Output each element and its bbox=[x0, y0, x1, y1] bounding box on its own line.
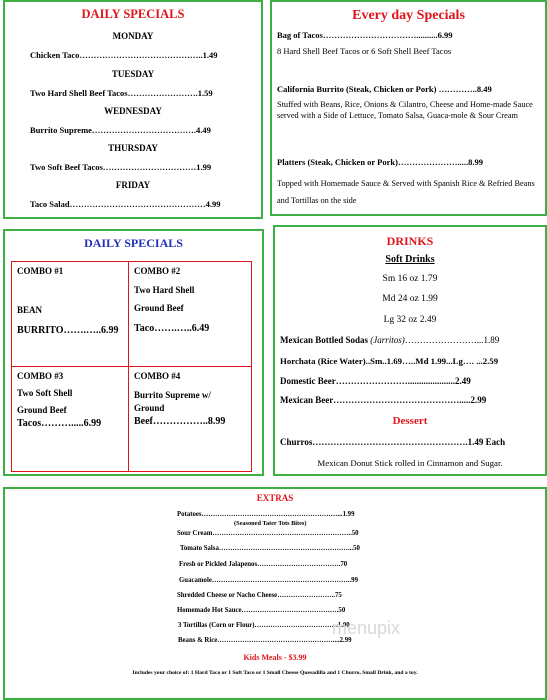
extra-item: Fresh or Pickled Jalapenos……………………………….70 bbox=[179, 561, 348, 568]
mexican-beer-row: Mexican Beer…………………………………….....2.99 bbox=[280, 395, 487, 405]
combo-line: Burrito Supreme w/ bbox=[134, 390, 211, 401]
combo-line: Ground Beef bbox=[17, 405, 67, 416]
drink-size: Lg 32 oz 2.49 bbox=[383, 315, 437, 325]
extras-title: EXTRAS bbox=[256, 493, 294, 503]
extra-item: Potatoes……………………………………………………...1.99 bbox=[177, 511, 355, 518]
combo-label: COMBO #4 bbox=[134, 371, 181, 381]
combo-3 bbox=[11, 366, 129, 472]
extra-item-note: (Seasoned Tater Tots Bites) bbox=[234, 520, 307, 527]
extra-item: Guacamole……………………………………………………..99 bbox=[179, 577, 358, 584]
extra-item: Shredded Cheese or Nacho Cheese……………………..75 bbox=[177, 592, 342, 599]
kids-meal-title: Kids Meals - $3.99 bbox=[243, 653, 307, 662]
combo-price-line: BURRITO…….…..6.99 bbox=[17, 325, 119, 337]
extra-item: 3 Tortillas (Corn or Flour)……………………………….1.00 bbox=[178, 622, 350, 629]
extra-item: Homemade Hot Sauce…………………………………….50 bbox=[177, 607, 346, 614]
combo-line: BEAN bbox=[17, 305, 43, 316]
special-name: Bag of Tacos……………………………..........6.99 bbox=[277, 30, 453, 40]
churros-desc: Mexican Donut Stick rolled in Cinnamon and Sugar. bbox=[317, 458, 503, 468]
daily-item: Two Hard Shell Beef Tacos…………………….1.59 bbox=[30, 88, 213, 98]
special-name: Platters (Steak, Chicken or Pork)………………….....8.99 bbox=[277, 157, 483, 167]
combo-2 bbox=[128, 261, 252, 367]
mexican-sodas-row: Mexican Bottled Sodas (Jarritos)……………………...1.89 bbox=[280, 335, 500, 345]
combo-1 bbox=[11, 261, 129, 367]
drink-size: Sm 16 oz 1.79 bbox=[382, 274, 438, 284]
combo-line: Ground Beef bbox=[134, 303, 184, 314]
combo-label: COMBO #3 bbox=[17, 371, 64, 381]
combo-line: Two Hard Shell bbox=[134, 285, 195, 296]
daily-item: Chicken Taco……………………………………..1.49 bbox=[30, 50, 218, 60]
combo-label: COMBO #2 bbox=[134, 266, 181, 276]
combo-line: Two Soft Shell bbox=[17, 388, 73, 399]
day-label: WEDNESDAY bbox=[104, 106, 162, 116]
special-desc: 8 Hard Shell Beef Tacos or 6 Soft Shell Beef Tacos bbox=[277, 46, 452, 56]
daily-specials-title: DAILY SPECIALS bbox=[81, 7, 185, 21]
daily-specials-panel bbox=[3, 0, 263, 219]
extra-item: Tomato Salsa…………………………………………………...50 bbox=[180, 545, 360, 552]
combo-price-line: Taco…….…..6.49 bbox=[134, 323, 210, 335]
daily-item: Burrito Supreme……………………………….4.49 bbox=[30, 125, 211, 135]
combo-specials-panel bbox=[3, 229, 264, 476]
domestic-beer-row: Domestic Beer…………………….....................2.49 bbox=[280, 376, 471, 386]
drinks-title: DRINKS bbox=[386, 234, 434, 248]
combo-specials-title: DAILY SPECIALS bbox=[84, 236, 183, 250]
day-label: THURSDAY bbox=[108, 143, 158, 153]
combo-4 bbox=[128, 366, 252, 472]
kids-meal-desc: Includes your choice of: 1 Hard Taco or 1 Soft Taco or 1 Small Cheese Quesadilla and 1 Churro, Small Drink, and a toy. bbox=[132, 670, 418, 676]
special-desc: Stuffed with Beans, Rice, Onions & Cilantro, Cheese and Home-made Sauce served with a Side of Lettuce, Tomato Salsa, Guaca-mole & Sour Cream bbox=[277, 100, 533, 121]
special-name: California Burrito (Steak, Chicken or Pork) …………..8.49 bbox=[277, 84, 492, 94]
combo-price-line: Beef……………..8.99 bbox=[134, 416, 226, 428]
drinks-panel bbox=[273, 225, 547, 476]
extra-item: Sour Cream……………………………………………………..50 bbox=[177, 530, 359, 537]
watermark-text: menupix bbox=[332, 618, 401, 638]
extras-panel bbox=[3, 487, 547, 700]
day-label: FRIDAY bbox=[115, 180, 151, 190]
day-label: TUESDAY bbox=[111, 69, 155, 79]
daily-item: Taco Salad…………………………………………4.99 bbox=[30, 199, 221, 209]
dessert-title: Dessert bbox=[392, 415, 428, 427]
day-label: MONDAY bbox=[112, 31, 154, 41]
combo-line bbox=[17, 278, 123, 304]
horchata-row: Horchata (Rice Water)..Sm..1.69…..Md 1.99...Lg…. ...2.59 bbox=[280, 356, 499, 366]
combo-price-line: Tacos……….....6.99 bbox=[17, 418, 102, 430]
everyday-specials-panel bbox=[270, 0, 547, 216]
soft-drinks-title: Soft Drinks bbox=[385, 254, 435, 265]
extra-item: Beans & Rice……………………………………………....2.99 bbox=[178, 637, 352, 644]
everyday-specials-title: Every day Specials bbox=[352, 8, 465, 23]
combo-line: Ground bbox=[134, 403, 165, 414]
drink-size: Md 24 oz 1.99 bbox=[382, 294, 438, 304]
churros-row: Churros…………………………………………….1.49 Each bbox=[280, 437, 506, 447]
special-desc: Topped with Homemade Sauce & Served with Spanish Rice & Refried Beans and Tortillas on the side bbox=[277, 179, 535, 206]
combo-label: COMBO #1 bbox=[17, 266, 64, 276]
daily-item: Two Soft Beef Tacos……………………………1.99 bbox=[30, 162, 212, 172]
